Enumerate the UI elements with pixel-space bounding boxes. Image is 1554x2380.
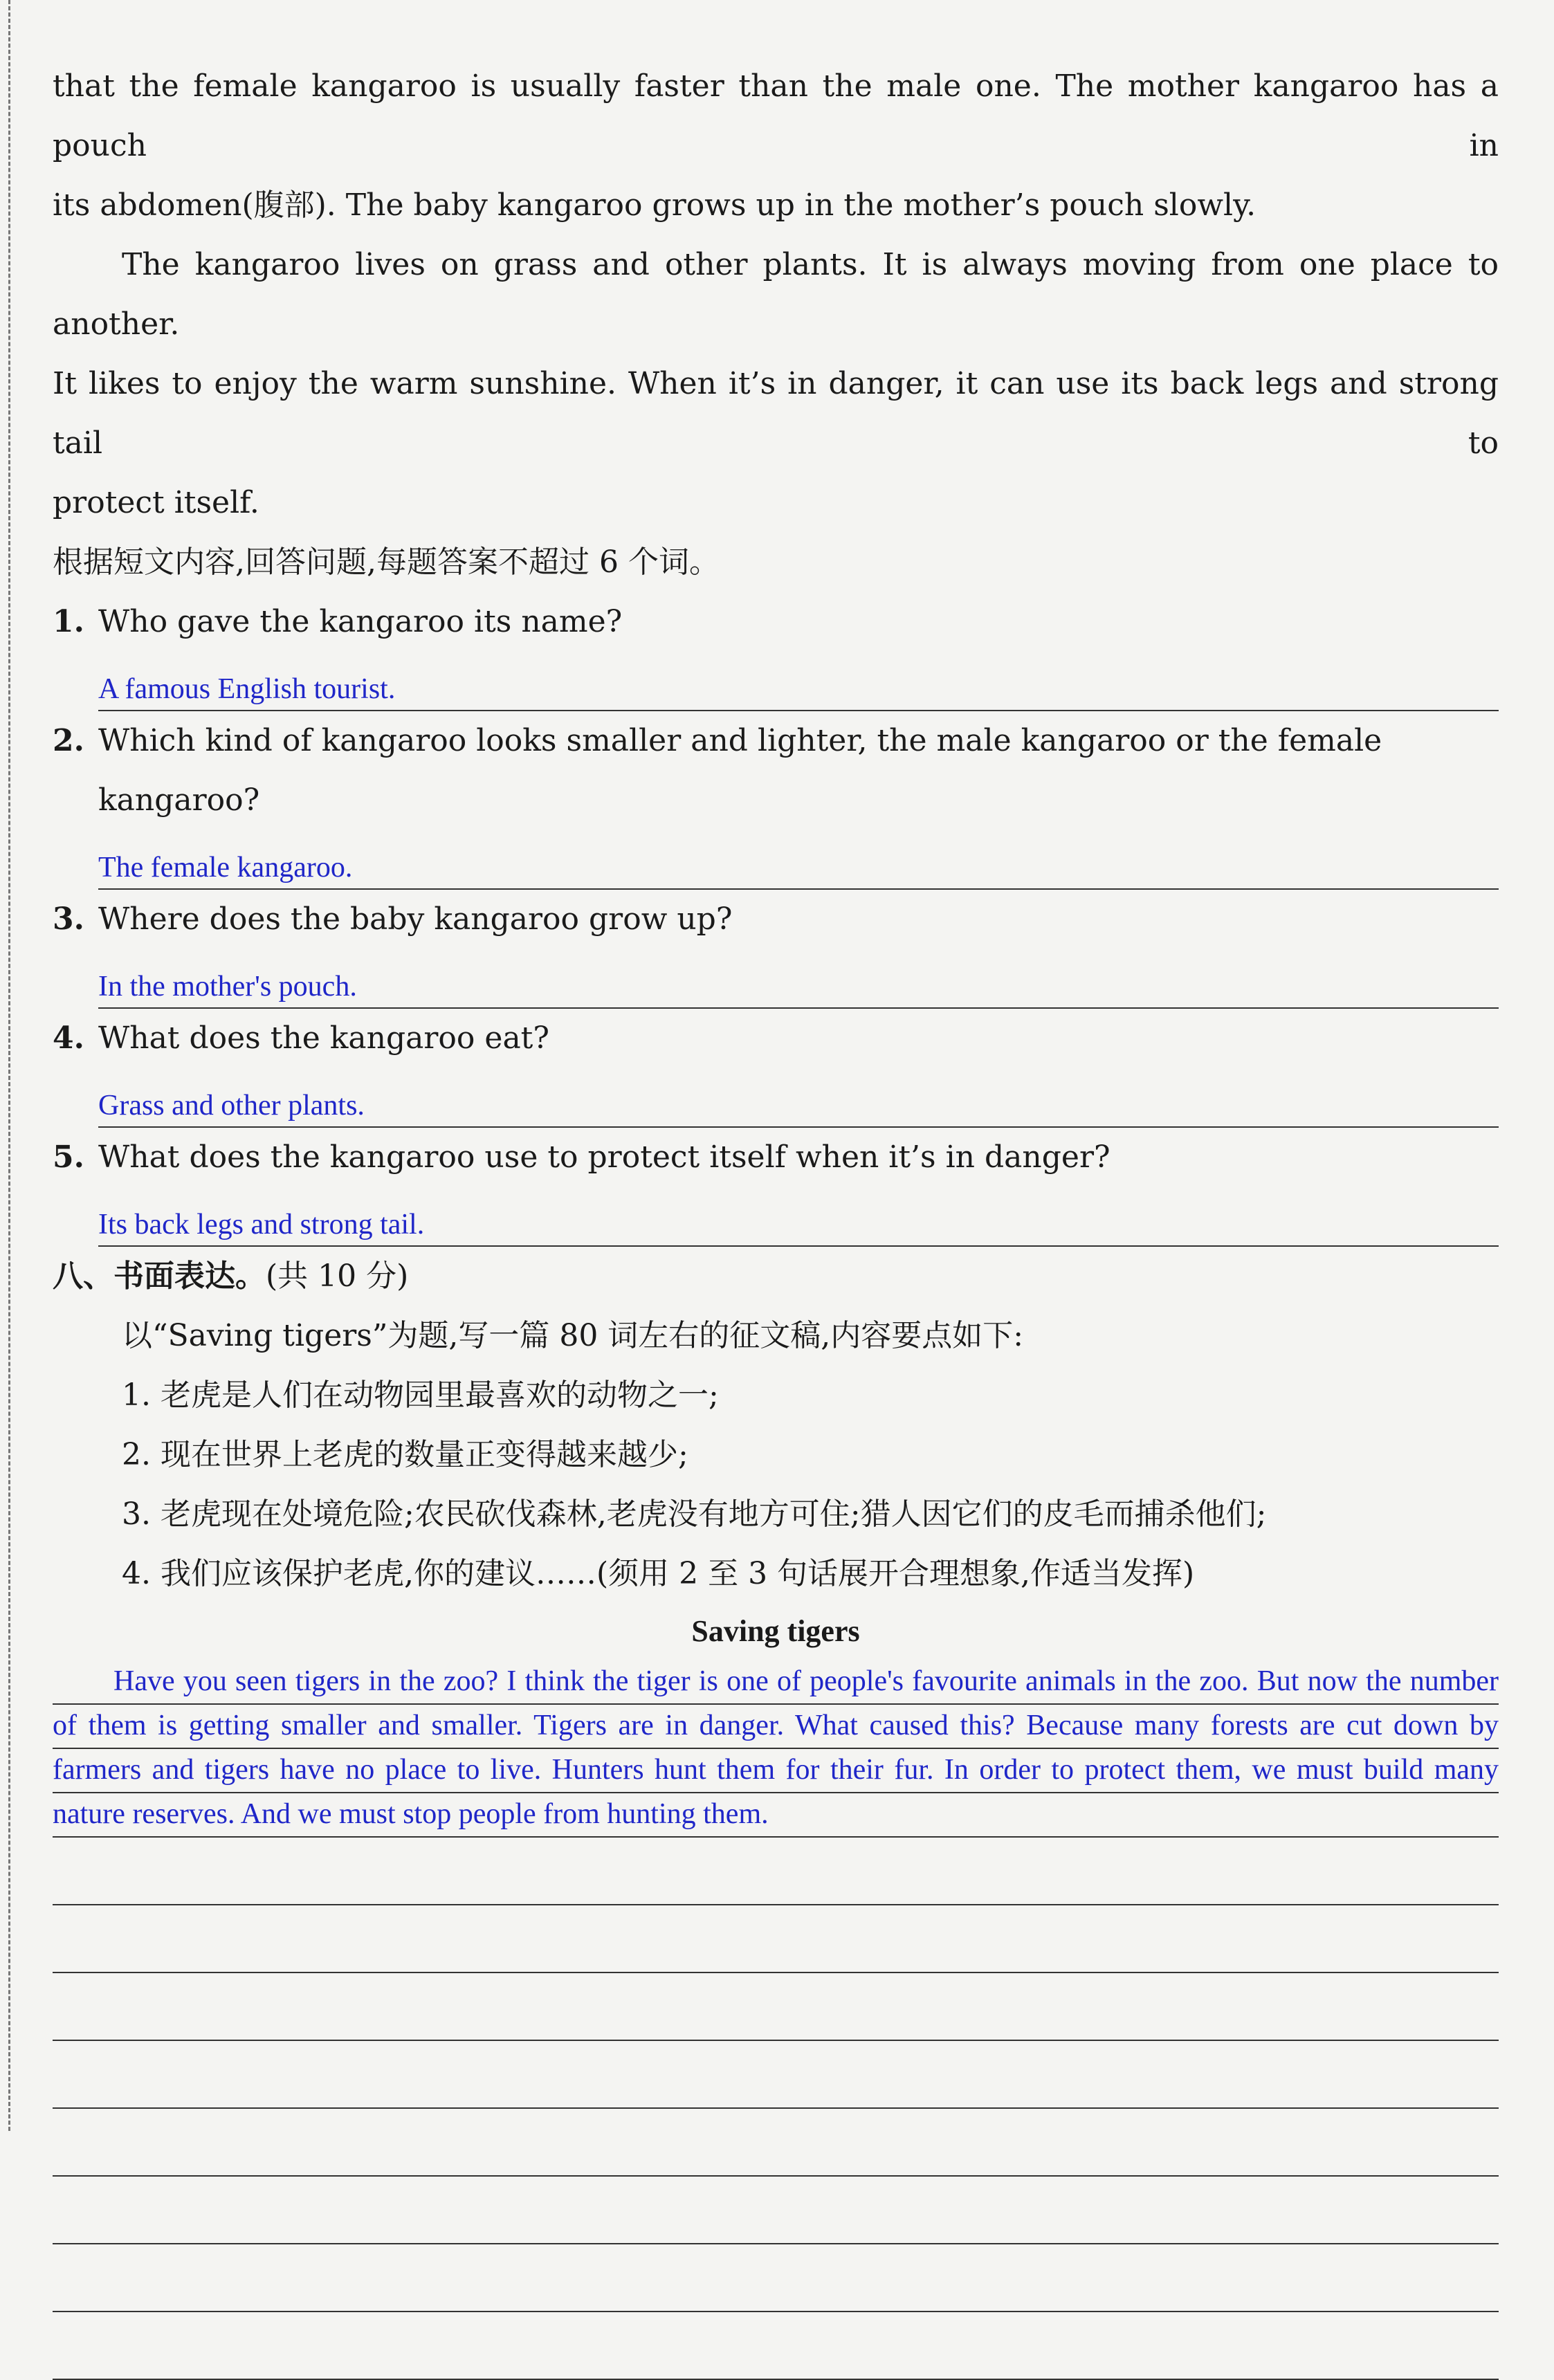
writing-line xyxy=(53,1972,1499,1973)
writing-requirement: 1. 老虎是人们在动物园里最喜欢的动物之一; xyxy=(122,1377,719,1413)
handwritten-answer: A famous English tourist. xyxy=(98,673,396,705)
question-text: Where does the baby kangaroo grow up? xyxy=(98,901,733,937)
handwritten-answer: Its back legs and strong tail. xyxy=(98,1209,425,1241)
question-5 xyxy=(53,1128,1499,1247)
handwritten-answer: In the mother's pouch. xyxy=(98,971,357,1003)
writing-requirement: 3. 老虎现在处境危险;农民砍伐森林,老虎没有地方可住;猎人因它们的皮毛而捕杀他们; xyxy=(122,1496,1267,1532)
handwritten-answer: The female kangaroo. xyxy=(98,852,353,884)
writing-prompt: 以“Saving tigers”为题,写一篇 80 词左右的征文稿,内容要点如下: xyxy=(122,1318,1024,1353)
worksheet-page xyxy=(53,57,1499,2379)
passage-line: protect itself. xyxy=(53,485,259,520)
passage-line: its abdomen(腹部). The baby kangaroo grows up in the mother’s pouch slowly. xyxy=(53,187,1256,223)
handwritten-answer: Grass and other plants. xyxy=(98,1090,365,1122)
binding-margin-line xyxy=(8,0,10,2131)
question-4 xyxy=(53,1009,1499,1128)
writing-line xyxy=(53,2243,1499,2244)
essay-writing-area[interactable] xyxy=(53,1659,1499,2379)
writing-line xyxy=(53,2107,1499,2109)
answer-field[interactable] xyxy=(98,1068,1499,1128)
question-number: 2. xyxy=(53,723,84,758)
passage-line: that the female kangaroo is usually faster than the male one. The mother kangaroo has a pouch in xyxy=(53,68,1499,163)
question-number: 4. xyxy=(53,1020,84,1056)
question-text: What does the kangaroo use to protect itself when it’s in danger? xyxy=(98,1139,1110,1175)
question-3 xyxy=(53,890,1499,1009)
question-number: 1. xyxy=(53,604,84,639)
essay-title: Saving tigers xyxy=(691,1614,860,1648)
answer-field[interactable] xyxy=(98,1187,1499,1247)
writing-line xyxy=(53,2040,1499,2041)
section-points: (共 10 分) xyxy=(266,1258,409,1294)
question-number: 5. xyxy=(53,1139,84,1175)
passage-line: The kangaroo lives on grass and other plants. It is always moving from one place to another. xyxy=(53,247,1499,342)
reading-passage xyxy=(53,57,1499,533)
answer-field[interactable] xyxy=(98,830,1499,890)
question-instruction: 根据短文内容,回答问题,每题答案不超过 6 个词。 xyxy=(53,544,720,580)
question-1 xyxy=(53,592,1499,711)
writing-requirement: 2. 现在世界上老虎的数量正变得越来越少; xyxy=(122,1437,688,1472)
question-text: Which kind of kangaroo looks smaller and lighter, the male kangaroo or the female kangaroo? xyxy=(98,723,1382,818)
writing-requirement: 4. 我们应该保护老虎,你的建议……(须用 2 至 3 句话展开合理想象,作适当发挥) xyxy=(122,1556,1195,1591)
passage-line: It likes to enjoy the warm sunshine. When it’s in danger, it can use its back legs and strong tail to xyxy=(53,366,1499,461)
answer-field[interactable] xyxy=(98,652,1499,711)
section-title: 八、书面表达。 xyxy=(53,1258,266,1294)
writing-line xyxy=(53,2175,1499,2177)
writing-line xyxy=(53,2311,1499,2312)
question-text: What does the kangaroo eat? xyxy=(98,1020,549,1056)
handwritten-essay: Have you seen tigers in the zoo? I think the tiger is one of people's favourite animals in the zoo. But now the number of them is getting smaller and smaller. Tigers are in danger. What caused this? Because many forests are cut down by farmers and tigers have no place to live. Hunters hunt them for their fur. In order to protect them, we must build many nature reserves. And we must stop people from hunting them. xyxy=(53,1665,1499,1830)
answer-field[interactable] xyxy=(98,949,1499,1009)
question-text: Who gave the kangaroo its name? xyxy=(98,604,623,639)
question-number: 3. xyxy=(53,901,84,937)
writing-line xyxy=(53,1836,1499,1838)
section-heading xyxy=(53,1247,1499,1306)
writing-line xyxy=(53,1904,1499,1905)
question-2 xyxy=(53,711,1499,890)
